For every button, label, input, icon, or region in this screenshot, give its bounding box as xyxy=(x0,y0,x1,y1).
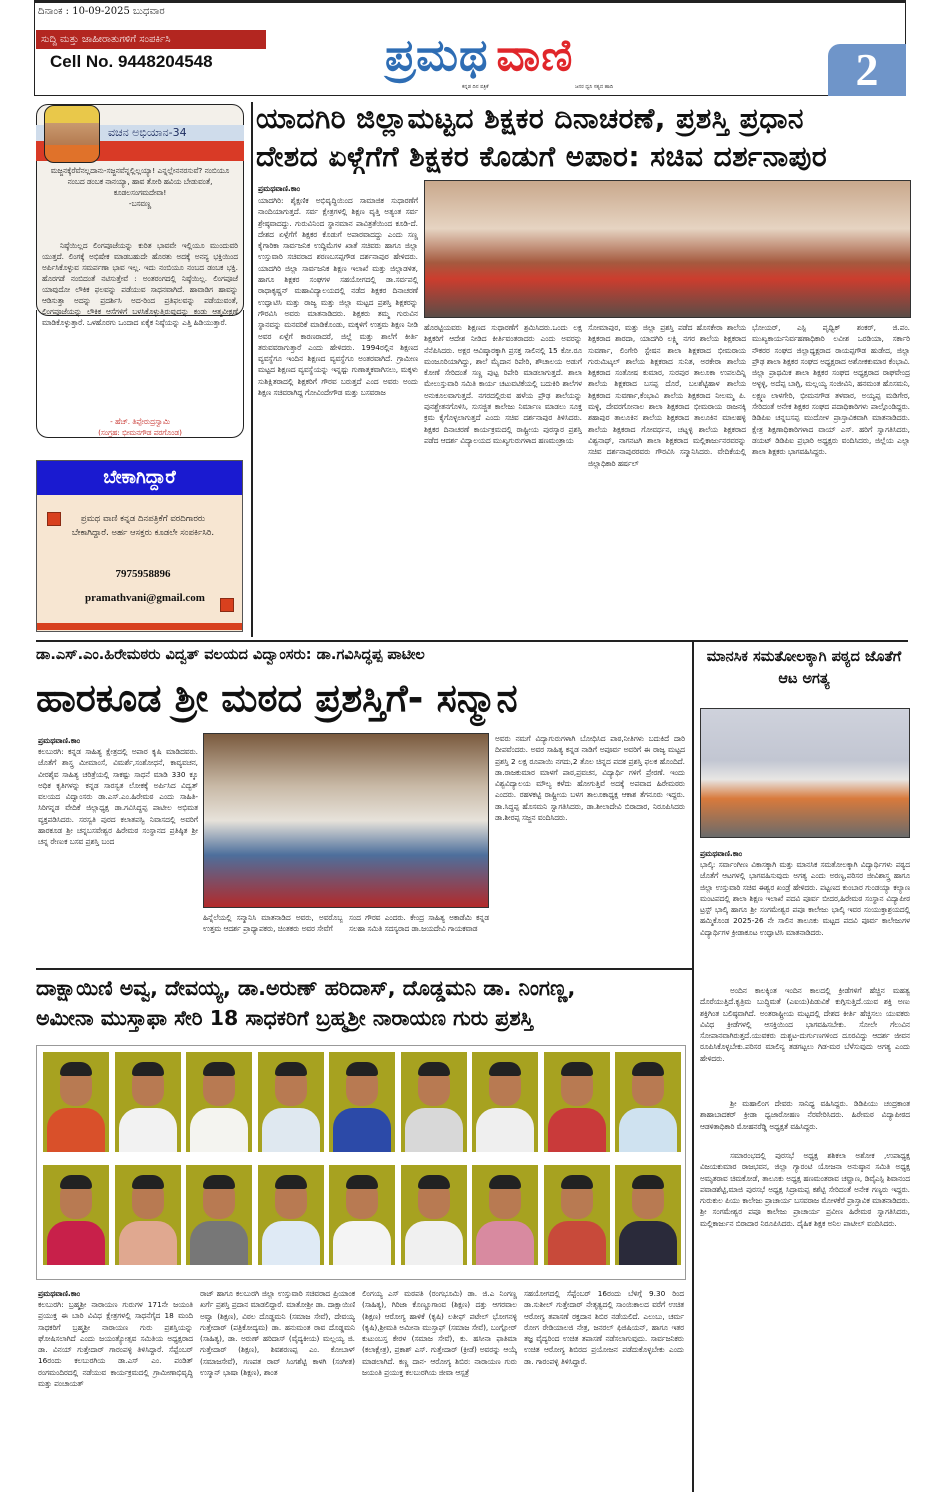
section-divider xyxy=(36,968,692,970)
section-divider xyxy=(36,640,908,642)
page-number: 2 xyxy=(828,44,906,96)
article4-column-2: ರಾಜ್ ಹಾಗೂ ಕಲಬುರಗಿ ಜಿಲ್ಲಾ ಉಸ್ತುವಾರಿ ಸಚಿವರಾದ ಪ್ರಿಯಾಂಕ ಖರ್ಗೆ ಪ್ರಶಸ್ತಿ ಪ್ರದಾನ ಮಾಡಲಿದ್ದಾರೆ. ಮಾತೋಶ್ರೀ ಡಾ. ದಾಕ್ಷಾಯಿಣಿ ಅವ್ವಾ (ಶಿಕ್ಷಣ), ವಿಠಲ ದೊಡ್ಡಮನಿ (ಸಮಾಜ ಸೇವೆ), ದೇವಯ್ಯ ಗುತ್ತೇದಾರ್ (ಪತ್ರಿಕೋದ್ಯಮ) ಡಾ. ಹನುಮಂತ ರಾವ ದೊಡ್ಡಮನಿ (ಸಾಹಿತ್ಯ), ಡಾ. ಅರುಣ್ ಹರಿದಾಸ್ (ವೈದ್ಯಕೀಯ) ಮಲ್ಲಯ್ಯ ಜಿ. ಗುತ್ತೇದಾರ್ (ಶಿಕ್ಷಣ), ಶಿವಶರಣಪ್ಪ ಎಂ. ಕೋಬಾಳ್ (ಸಮಾಜಸೇವೆ), ಗಣಪತ ರಾವ್ ಸಿಂಗಶೆಟ್ಟಿ ಕಾಳಗಿ (ಸಂಗೀತ) ಉಸ್ಮಾನ್ ಭಾಷಾ (ಶಿಕ್ಷಣ), ಶಾಂತ xyxy=(200,1289,355,1378)
awardee-portrait xyxy=(186,1052,252,1152)
wanted-ad-text: ಪ್ರಮಥ ವಾಣಿ ಕನ್ನಡ ದಿನಪತ್ರಿಕೆಗೆ ವರದಿಗಾರರು ಬೇಕಾಗಿದ್ದಾರೆ. ಅರ್ಹ ಆಸಕ್ತರು ಕೂಡಲೇ ಸಂಪರ್ಕಿಸಿರಿ. xyxy=(71,514,215,538)
logo-text-pramatha: ಪ್ರಮಥ xyxy=(385,30,489,81)
logo-text-vani: ವಾಣಿ xyxy=(496,30,574,81)
article1-column-1: ಯಾದಗಿರಿ: ಶೈಕ್ಷಣಿಕ ಅಭಿವೃದ್ಧಿಯಿಂದ ಸಾಮಾಜಿಕ ಸುಧಾರಣೆಗೆ ನಾಂದಿಯಾಗುತ್ತದೆ. ಸರ್ವ ಕ್ಷೇತ್ರಗಳಲ್ಲಿ ಶಿಕ್ಷಣ ವೃತ್ತಿ ಅತ್ಯಂತ ಸರ್ವ ಶ್ರೇಷ್ಠವಾದದ್ದು. ಗುರುವಿನಿಂದ ಸ್ಥಾನಮಾನ ಪಾವಿತ್ರತೆಯಿಂದ ಕೂಡಿ-ದೆ. ದೇಶದ ಏಳ್ಗೆಗೆಗೆ ಶಿಕ್ಷಕರ ಕೊಡುಗೆ ಅಪಾರವಾದದ್ದು ಎಂದು ಸಣ್ಣ ಕೈಗಾರಿಕಾ ಸಾರ್ವಜನಿಕ ಉದ್ದಿಮೆಗಳ ಖಾತೆ ಸಚಿವರು ಹಾಗೂ ಜಿಲ್ಲಾ ಉಸ್ತುವಾರಿ ಸಚಿವರಾದ ಶರಣಬಸಪ್ಪಗೌಡ ದರ್ಶನಾಪುರ ಹೇಳಿದರು. ಯಾದಗಿರಿ ಜಿಲ್ಲಾ ಸಾರ್ವಜನಿಕ ಶಿಕ್ಷಣ ಇಲಾಖೆ ಮತ್ತು ಜಿಲ್ಲಾಡಳಿತ, ಹಾಗೂ ಶಿಕ್ಷಕರ ಸಂಘಗಳ ಸಹಯೋಗದಲ್ಲಿ ಡಾ.ಸರ್ವಪಲ್ಲಿ ರಾಧಾಕೃಷ್ಣನ್ ಮಹಾವಿದ್ಯಾಲಯದಲ್ಲಿ ನಡೆದ ಶಿಕ್ಷಕರ ದಿನಾಚರಣೆ ಉದ್ಘಾಟಿಸಿ ಮತ್ತು ರಾಜ್ಯ ಮತ್ತು ಜಿಲ್ಲಾ ಮಟ್ಟದ ಪ್ರಶಸ್ತಿ ಶಿಕ್ಷಕರನ್ನು ಗೌರವಿಸಿ ಅವರು ಮಾತನಾಡಿದರು. ಶಿಕ್ಷಕರು ತಮ್ಮ ಗುರುವಿನ ಸ್ಥಾನವನ್ನು ಮನವರಿಕೆ ಮಾಡಿಕೊಂಡು, ಮಕ್ಕಳಿಗೆ ಉತ್ತಮ ಶಿಕ್ಷಣ ನೀಡಿ ಅವರ ಏಳ್ಗೆಗೆ ಕಾರಣರಾದರೆ, ಜಿಲ್ಲೆ ಮತ್ತು ಶಾಲೆಗೆ ಕೀರ್ತಿ ತರುವವರಾಗುತ್ತಾರೆ ಎಂದು ಹೇಳಿದರು. 1994ರಲ್ಲಿನ ಶಿಕ್ಷಣದ ವ್ಯವಸ್ಥೆಗೂ ಇಂದಿನ ಶಿಕ್ಷಣದ ವ್ಯವಸ್ಥೆಗೂ ಅಂತರವಾಗಿದೆ. ಗ್ರಾಮೀಣ ಮಟ್ಟದ ಶಿಕ್ಷಣದ ವ್ಯವಸ್ಥೆಯನ್ನು ಇನ್ನಷ್ಟು ಗುಣಾತ್ಮಕವಾಗಿಸಲು, ಮಕ್ಕಳು ಸುಶಿಕ್ಷಿತರಾದಲ್ಲಿ ಶಿಕ್ಷಕರಿಗೆ ಗೌರವ ಬರುತ್ತದೆ ಎಂದ ಅವರು ಅಂದು ಶಿಕ್ಷಣ ಸಚಿವರಾಗಿದ್ದ ಗೋವಿಂದೇಗೌಡ ಮತ್ತು ಬಸವರಾಜ xyxy=(258,196,418,398)
article2-column-4: ಅವರು ನಮಗೆ ವಿದ್ಯಾಗುರುಗಳಾಗಿ ಬೋಧಿಸಿದ ಪಾಠ,ನೀತಿಗಳು ಬದುಕಿದೆ ದಾರಿ ದೀಪವೆಂದರು. ಅವರ ಸಾಹಿತ್ಯ ಕನ್ನಡ ನಾಡಿಗೆ ಅಪೂರ್ವ ಅವರಿಗೆ ಈ ರಾಜ್ಯ ಮಟ್ಟದ ಪ್ರಶಸ್ತಿ 2 ಲಕ್ಷ ರೂಪಾಯಿ ನಗದು,2 ತೊಲ ಚಿನ್ನದ ಪದಕ ಪ್ರಶಸ್ತಿ ಫಲಕ ಹೊಂದಿದೆ. ಡಾ.ರಾಜಕುಮಾರ ಮಾಳಗೆ ಪಾಠ,ಪ್ರವಚನ, ವಿದ್ಯಾರ್ಥಿ ಗಳಿಗೆ ಪ್ರೇರಣೆ. ಇಂದು ವಿಶ್ವವಿದ್ಯಾಲಯ ಮೌಲ್ಯ ಕಳೆದು ಹೋಗುತ್ತಿವೆ ಅದಕ್ಕೆ ಅಪವಾದ ಹಿರೇಮಠರು ಎಂದರು. ರಹಳಕಟ್ಟಿ ರಾಷ್ಟ್ರೀಯ ಬಳಗ ತಾಲೂಕಾಧ್ಯಕ್ಷ ಆಕಾಶ ತೆಗನೂರು ಇದ್ದರು. ಡಾ.ಸಿದ್ಧಪ್ಪ ಹೊಸಮನಿ ಸ್ವಾಗತಿಸಿದರು, ಡಾ.ಶೀಲಾದೇವಿ ಬಿರಾದಾರ, ನಿರೂಪಿಸಿದರು ಡಾ.ಶೀರಪ್ಪ ಸಜ್ಜನ ವಂದಿಸಿದರು. xyxy=(495,734,685,823)
article3-headline[interactable]: ಮಾನಸಿಕ ಸಮತೋಲಕ್ಕಾಗಿ ಪಠ್ಯದ ಜೊತೆಗೆ ಆಟ ಅಗತ್ಯ xyxy=(706,649,902,687)
article1-byline: ಪ್ರಮಥವಾಣಿ.ಕಾಂ xyxy=(258,184,301,193)
ad-bullet-square-icon xyxy=(47,512,61,526)
vachana-compiler: (ಸಂಗ್ರಹ: ಭೀಮನಗೌಡ ಪರಗೊಂಡ) xyxy=(98,428,182,437)
ad-bullet-square-icon xyxy=(220,598,234,612)
article2-column-1: ಕಲಬುರಗಿ: ಕನ್ನಡ ಸಾಹಿತ್ಯ ಕ್ಷೇತ್ರದಲ್ಲಿ ಅಪಾರ ಕೃಷಿ ಮಾಡಿದವರು. ಜೊತೆಗೆ ಶಾಸ್ತ್ರ ಮೀಮಾಂಸೆ, ವಿಮರ್ಶೆ,ಸಂಶೋಧನೆ, ಕಾವ್ಯವಚನ, ವೀರಶೈವ ಸಾಹಿತ್ಯ ಚರಿತ್ರೆಯಲ್ಲಿ ಸಾಕಷ್ಟು ಸಾಧನೆ ಮಾಡಿ 330 ಕ್ಕೂ ಅಧಿಕ ಕೃತಿಗಳನ್ನು ಕನ್ನಡ ಸಾರಸ್ವತ ಲೋಕಕ್ಕೆ ಅರ್ಪಿಸಿದ ವಿದ್ವತ್ ವಲಯದ ವಿದ್ವಾಂಸರು ಡಾ.ಎಸ್.ಎಂ.ಹಿರೇಮಠ ಎಂದು ಸಾಹಿತಿ- ಸಿರಿಗನ್ನಡ ವೇದಿಕೆ ಜಿಲ್ಲಾಧ್ಯಕ್ಷ ಡಾ.ಗವಿಸಿದ್ಧಪ್ಪ ಪಾಟೀಲ ಅಭಿಮತ ವ್ಯಕ್ತಪಡಿಸಿದರು. ಸರಸ್ವತಿ ಪುರದ ಕಲಾತಪಸ್ವಿ ನಿವಾಸದಲ್ಲಿ ಅವರಿಗೆ ಹಾರಕೂಡ ಶ್ರೀ ಚನ್ನಬಸವೇಶ್ವರ ಹಿರೇಮಠ ಸಂಸ್ಥಾನದ ಪ್ರತಿಷ್ಠಿತ ಶ್ರೀ ಚನ್ನ ರೇಣುಕ ಬಸವ ಪ್ರಶಸ್ತಿ ಬಂದ xyxy=(38,747,198,847)
wanted-ad-phone[interactable]: 7975958896 xyxy=(115,568,171,580)
article2-photo-felicitation xyxy=(203,733,489,908)
vachana-title: ವಚನ ಅಭಿಯಾನ-34 xyxy=(108,126,187,139)
article2-headline[interactable]: ಹಾರಕೂಡ ಶ್ರೀ ಮಠದ ಪ್ರಶಸ್ತಿಗೆ- ಸನ್ಮಾನ xyxy=(36,676,518,720)
awardee-portrait xyxy=(472,1165,538,1265)
newspaper-logo[interactable] xyxy=(385,28,573,84)
awardee-portrait xyxy=(258,1165,324,1265)
awardee-portrait xyxy=(43,1052,109,1152)
article2-byline: ಪ್ರಮಥವಾಣಿ.ಕಾಂ xyxy=(38,736,81,745)
wanted-ad-heading: ಬೇಕಾಗಿದ್ದಾರೆ xyxy=(37,461,242,495)
article1-column-2: ಹೊರಟ್ಟಿಯವರು ಶಿಕ್ಷಣದ ಸುಧಾರಣೆಗೆ ಶ್ರಮಿಸಿದರು.ಒಂದು ಲಕ್ಷ ಶಿಕ್ಷಕರಿಗೆ ಆದೇಶ ನೀಡಿದ ಕೀರ್ತಿವಂತರಾದರು ಎಂದು ಅವರನ್ನು ನೆನೆಪಿಸಿದರು. ಅಕ್ಷರ ಆವಿಷ್ಕಾರಕ್ಕಾಗಿ ಪ್ರಸಕ್ತ ಸಾಲಿನಲ್ಲಿ 15 ಕೋ.ರೂ ಮಂಜೂರಿಯಾಗಿದ್ದು, ಶಾಲೆ ಮೈದಾನ ರಿಪೇರಿ, ಶೌಚಾಲಯ ಅಡುಗೆ ಕೋಣೆ ಸೇರಿದಂತೆ ಸಣ್ಣ ಪುಟ್ಟ ರಿಪೇರಿ ಮಾಡಲಾಗುತ್ತದೆ. ಶಾಲಾ ಮೇಲುಸ್ತುವಾರಿ ಸಮಿತಿ ಕಾರ್ಯ ಚಟುವಟಿಕೆಯಲ್ಲಿ ಬದುಕಿರಿ ಶಾಲೆಗಳ ಅನುಕೂಲವಾಗುತ್ತದೆ. ನಗರದಲ್ಲಿರುವ ಹಳೆಯ ಪ್ರೌಢ ಶಾಲೆಯನ್ನು ಪುನಶ್ಚೇತನಗೊಳಿಸಿ, ಸುಸಜ್ಜಿತ ಕಾಲೇಜು ನಿರ್ಮಾಣ ಮಾಡಲು ಸೂಕ್ತ ಕ್ರಮ ಕೈಗೊಳ್ಳಲಾಗುತ್ತದೆ ಎಂದು ಸಚಿವ ದರ್ಶನಾಪುರ ತಿಳಿಸಿದರು. ಶಿಕ್ಷಕರ ದಿನಾಚರಣೆ ಕಾರ್ಯಕ್ರಮದಲ್ಲಿ ರಾಷ್ಟ್ರೀಯ ಪುರಸ್ಕಾರ ಪ್ರಶಸ್ತಿ ಪಡೆದ ಆದರ್ಶ ವಿದ್ಯಾಲಯದ ಮುಖ್ಯಗುರುಗಳಾದ ಹಣಮಂತ್ರಾಯ xyxy=(424,323,582,445)
column-divider xyxy=(692,642,694,1492)
logo-tagline-right: ಜನರ ಧ್ವನಿ ಸತ್ಯದ ಹಾದಿ xyxy=(575,84,614,90)
article4-column-1: ಕಲಬುರಗಿ: ಬ್ರಹ್ಮಶ್ರೀ ನಾರಾಯಣ ಗುರುಗಳ 171ನೇ ಜಯಂತಿ ಪ್ರಯುಕ್ತ ಈ ಬಾರಿ ವಿವಿಧ ಕ್ಷೇತ್ರಗಳಲ್ಲಿ ಸಾಧನೆಗೈದ 18 ಮಂದಿ ಸಾಧಕರಿಗೆ ಬ್ರಹ್ಮಶ್ರೀ ನಾರಾಯಣ ಗುರು ಪ್ರಶಸ್ತಿಯನ್ನು ಘೋಷಿಸಲಾಗಿದೆ ಎಂದು ಜಯಂತ್ಯೋತ್ಸವ ಸಮಿತಿಯ ಅಧ್ಯಕ್ಷರಾದ ಡಾ. ವಿನಯ್ ಗುತ್ತೇದಾರ್ ಗಾರಂಪಳ್ಳಿ ತಿಳಿಸಿದ್ದಾರೆ. ಸೆಪ್ಟೆಂಬರ್ 16ರಂದು ಕಲಬುರಗಿಯ ಡಾ.ಎಸ್ ಎಂ. ಪಂಡಿತ್ ರಂಗಮಂದಿರದಲ್ಲಿ ನಡೆಯುವ ಕಾರ್ಯಕ್ರಮದಲ್ಲಿ ಗ್ರಾಮೀಣಾಭಿವೃದ್ಧಿ ಮತ್ತು ಪಂಚಾಯತ್ xyxy=(38,1300,193,1389)
article4-headline-line1: ದಾಕ್ಷಾಯಿಣಿ ಅವ್ವ, ದೇವಯ್ಯ, ಡಾ.ಅರುಣ್ ಹರಿದಾಸ್, ದೊಡ್ಡಮನಿ ಡಾ. ನಿಂಗಣ್ಣ, xyxy=(36,976,576,1000)
awardee-portrait xyxy=(615,1165,681,1265)
awardee-portrait xyxy=(615,1052,681,1152)
contact-phone: Cell No. 9448204548 xyxy=(50,52,213,71)
vachana-author: - ಹೆಚ್. ತಿಪ್ಪೇರುದ್ರಸ್ವಾಮಿ xyxy=(110,417,170,426)
article4-headline-line2: ಅಮೀನಾ ಮುಸ್ತಾಫಾ ಸೇರಿ 18 ಸಾಧಕರಿಗೆ ಬ್ರಹ್ಮಶ್ರೀ ನಾರಾಯಣ ಗುರು ಪ್ರಶಸ್ತಿ xyxy=(36,1006,534,1030)
awardee-portrait xyxy=(258,1052,324,1152)
article3-body-1: ಭಾಲ್ಕಿ: ಸರ್ವಾಂಗೀಣ ವಿಕಾಸಕ್ಕಾಗಿ ಮತ್ತು ಮಾನಸಿಕ ಸಮತೋಲಕ್ಕಾಗಿ ವಿದ್ಯಾರ್ಥಿಗಳು ಪಠ್ಯದ ಜೊತೆಗೆ ಆಟಗಳಲ್ಲಿ ಭಾಗವಹಿಸುವುದು ಅಗತ್ಯ ಎಂದು ಅರಣ್ಯ,ಪರಿಸರ ಜೀವಿಶಾಸ್ತ್ರ ಹಾಗೂ ಜಿಲ್ಲಾ ಉಸ್ತುವಾರಿ ಸಚಿವ ಈಶ್ವರ ಖಂಡ್ರೆ ಹೇಳಿದರು. ಪಟ್ಟಣದ ಕುಂಬಾರ ಗುಂಡಯ್ಯಾ ಕಲ್ಯಾಣ ಮಂಟಪದಲ್ಲಿ ಶಾಲಾ ಶಿಕ್ಷಣ ಇಲಾಖೆ ಪದವಿ ಪೂರ್ವ ಬೀದರ,ಹಿರೇಮಠ ಸಂಸ್ಥಾನ ವಿದ್ಯಾಪೀಠ ಟ್ರಸ್ಟ್ ಭಾಲ್ಕಿ ಹಾಗೂ ಶ್ರೀ ಸಂಗಮೇಶ್ವರ ಪಪೂ ಕಾಲೇಜು ಭಾಲ್ಕಿ ಇವರ ಸಂಯುಕ್ತಾಶ್ರಯದಲ್ಲಿ ಹಮ್ಮಿಕೊಂಡ 2025-26 ನೇ ಸಾಲಿನ ತಾಲೂಕು ಮಟ್ಟದ ಪದವಿ ಪೂರ್ವ ಕಾಲೇಜುಗಳ ವಿದ್ಯಾರ್ಥಿಗಳ ಕ್ರೀಡಾಕೂಟ ಉದ್ಘಾಟಿಸಿ ಮಾತನಾಡಿದರು. xyxy=(700,860,910,937)
vachana-box-lower xyxy=(36,310,244,438)
article4-column-4: ಸಹಯೋಗದಲ್ಲಿ ಸೆಪ್ಟೆಂಬರ್ 16ರಂದು ಬೆಳಿಗ್ಗೆ 9.30 ರಿಂದ ಡಾ.ಸುಶೀಲ್ ಗುತ್ತೇದಾರ್ ನೇತೃತ್ವದಲ್ಲಿ ಸಾಂಯಿಕಾಲದ ವರೆಗೆ ಉಚಿತ ಆರೋಗ್ಯ ತಪಾಸಣೆ ರಕ್ತದಾನ ಶಿಬಿರ ನಡೆಯಲಿದೆ. ಎಲುಬು, ಚರ್ಮ ರೋಗ ರೇಡಿಯಾಲಜಿ ನೇತ್ರ, ಜನರಲ್ ಫಿಜಿಷಿಯನ್, ಹಾಗೂ ಇತರ ತಜ್ಞ ವೈದ್ಯರಿಂದ ಉಚಿತ ತಪಾಸಣೆ ನಡೆಸಲಾಗುವುದು. ಸಾರ್ವಜನಿಕರು ಉಚಿತ ಆರೋಗ್ಯ ಶಿಬಿರದ ಪ್ರಯೋಜನ ಪಡೆದುಕೊಳ್ಳಬೇಕು ಎಂದು ಡಾ. ಗಾರಂಪಳ್ಳಿ ತಿಳಿಸಿದ್ದಾರೆ. xyxy=(524,1289,684,1366)
contact-banner: ಸುದ್ದಿ ಮತ್ತು ಜಾಹೀರಾತುಗಳಿಗೆ ಸಂಪರ್ಕಿಸಿ xyxy=(36,30,266,49)
awardee-portrait xyxy=(329,1165,395,1265)
article3-body-2: ಅಂದಿನ ಕಾಲಕ್ಕಿಂತ ಇಂದಿನ ಕಾಲದಲ್ಲಿ ಕ್ರೀಡೆಗಳಿಗೆ ಹೆಚ್ಚಿನ ಮಹತ್ವ ದೊರೆಯುತ್ತಿದೆ.ಕೃತ್ರಿಮ ಬುದ್ಧಿಮತೆ (ಎಐಯ)ಪಿಡುವಿಕೆ ಕುಗ್ಗಿಸುತ್ತಿದೆ.ಯುವ ಶಕ್ತಿ ಅಣು ಶಕ್ತಿಗಿಂತ ಬಲಿಷ್ಠವಾಗಿದೆ. ಅಂತರಾಷ್ಟ್ರೀಯ ಮಟ್ಟದಲ್ಲಿ ದೇಶದ ಕೀರ್ತಿ ಹೆಚ್ಚಿಸಲು ಯುವಕರು ವಿವಿಧ ಕ್ರೀಡೆಗಳಲ್ಲಿ ಆಸಕ್ತಿಯಿಂದ ಭಾಗವಹಿಸಬೇಕು. ಸೋಲೇ ಗೆಲುವಿನ ಸೋಪಾನವಾಗಿರುತ್ತದೆ.ಯುವಕರು ದುಶ್ಚಟ-ದುರ್ಗುಣಗಳಿಂದ ದೂರವಿದ್ದು ಆದರ್ಶ ಜೀವನ ರೂಪಿಸಿಕೊಳ್ಳಬೇಕು.ಪರಿಸರ ಮಾಲಿನ್ಯ ತಡಗಟ್ಟಲು ಗಿಡ-ಮರ ಬೆಳೆಸುವುದು ಅಗತ್ಯ ಎಂದು ಹೇಳಿದರು. xyxy=(700,986,910,1063)
vachana-quote-text: ಮಜ್ಜನಕ್ಕೆರೆವೆನಲ್ಲದಾನು-ಸಜ್ಜನವೆನ್ನಲ್ಲಿಲ್ಲಯ್ಯಾ! ಎನ್ನಲ್ಲೇನನರಸುವೆ? ನಂಬಿಯೂ ನಂಬದ ಡಂಬಕ ನಾನಯ್ಯಾ, ಹಾವ ತೋರಿ ಹವಿಯ ಬೇಡುವಂತೆ, ಕೂಡಲಸಂಗಮದೇವಾ! xyxy=(50,166,230,197)
wanted-ad-bottom-bar xyxy=(37,623,242,630)
article2-column-3: ಸಂದ ಗೌರವ ಎಂದರು. ಕೇಂದ್ರ ಸಾಹಿತ್ಯ ಅಕಾಡೆಮಿ ಕನ್ನಡ ಸಲಹಾ ಸಮಿತಿ ಸದಸ್ಯರಾದ ಡಾ.ಜಯದೇವಿ ಗಾಯಕವಾಡ xyxy=(349,913,489,934)
article3-byline: ಪ್ರಮಥವಾಣಿ.ಕಾಂ xyxy=(700,849,743,858)
logo-tagline-left: ಕನ್ನಡ ದಿನ ಪತ್ರಿಕೆ xyxy=(462,84,489,90)
article2-kicker: ಡಾ.ಎಸ್.ಎಂ.ಹಿರೇಮಠರು ವಿದ್ವತ್ ವಲಯದ ವಿದ್ವಾಂಸರು: ಡಾ.ಗವಿಸಿದ್ಧಪ್ಪ ಪಾಟೀಲ xyxy=(36,647,425,663)
article4-column-3: ಲಿಂಗಯ್ಯ ಎಸ್ ಮಠಪತಿ (ರಂಗಭೂಮಿ) ಡಾ. ಜಿ.ಎ ನಿಂಗಣ್ಣ (ಸಾಹಿತ್ಯ), ಗಿರಿಜಾ ಕೊಣ್ಣೂಗಾಂವ (ಶಿಕ್ಷಣ) ದತ್ತು ಆಗರವಾಲ (ಶಿಕ್ಷಣ) ಆರೋಗ್ಯ ಹಾಳಿಕೆ (ಕೃಷಿ) ಲತೀಫ್ ಪಟೇಲ್ ಭೋಗನಳ್ಳಿ (ಕೃಷಿ),ಶ್ರೀಮತಿ ಅಮೀನಾ ಮುಸ್ತಾಫ್ (ಸಮಾಜ ಸೇವೆ), ಬಂಗ್ಲೋರ್ ಕುಟುಂಬಸ್ತ ಕೇರಳ (ಸಮಾಜ ಸೇವೆ), ಕು. ಹಸೀನಾ ಫಾತಿಮಾ (ಕಲಾಕ್ಷೇತ್ರ), ಪ್ರಕಾಶ್ ಎಸ್. ಗುತ್ತೇದಾರ್ (ಕ್ರೀಡೆ) ಅವರನ್ನು ಆಯ್ಕೆ ಮಾಡಲಾಗಿದೆ. ಕಣ್ಣ ದಾನ- ಆರೋಗ್ಯ ಶಿಬಿರ: ನಾರಾಯಣ ಗುರು ಜಯಂತಿ ಪ್ರಯುಕ್ತ ಕಲಬುರಗಿಯ ಜೀವಾ ಆಸ್ಪತ್ರೆ xyxy=(362,1289,517,1378)
article1-photo-minister-speaking xyxy=(424,180,911,318)
awardee-portrait xyxy=(43,1165,109,1265)
article3-body-3: ಶ್ರೀ ಮಹಾಲಿಂಗ ದೇವರು ಸಾನಿಧ್ಯ ವಹಿಸಿದ್ದರು. ಡಿಡಿಪಿಯು ಚಂದ್ರಕಾಂತ ಶಾಹಾಬಾದಕರ್ ಕ್ರೀಡಾ ಧ್ವಜಾರೋಹಣ ನೆರವೇರಿಸಿದರು. ಹಿರೇಮಠ ವಿದ್ಯಾಪೀಠದ ಆಡಳಿತಾಧಿಕಾರಿ ಮೋಹನರೆಡ್ಡಿ ಅಧ್ಯಕ್ಷತೆ ವಹಿಸಿದ್ದರು. xyxy=(700,1099,910,1131)
article1-headline-line2: ದೇಶದ ಏಳ್ಗೆಗೆಗೆ ಶಿಕ್ಷಕರ ಕೊಡುಗೆ ಅಪಾರ: ಸಚಿವ ದರ್ಶನಾಪುರ xyxy=(256,140,828,173)
wanted-ad-email[interactable]: pramathvani@gmail.com xyxy=(85,592,205,604)
awardee-portrait xyxy=(472,1052,538,1152)
article1-column-4: ಭೋಯರ್, ಎಸ್ಪಿ ಪೃಥ್ವಿಕ್ ಶಂಕರ್, ಜಿ.ಪಂ. ಮುಖ್ಯಕಾರ್ಯನಿರ್ವಹಣಾಧಿಕಾರಿ ಲವೀಶ ಒರಡಿಯಾ, ಸರ್ಕಾರಿ ನೌಕರರ ಸಂಘದ ಜಿಲ್ಲಾಧ್ಯಕ್ಷರಾದ ರಾಯಪ್ಪಗೌಡ ಹುಡೇದ, ಜಿಲ್ಲಾ ಪ್ರೌಢ ಶಾಲಾ ಶಿಕ್ಷಕರ ಸಂಘದ ಅಧ್ಯಕ್ಷರಾದ ಅಶೋಕಕುಮಾರ ಕೆಂಭಾವಿ. ಜಿಲ್ಲಾ ಪ್ರಾಥಮಿಕ ಶಾಲಾ ಶಿಕ್ಷಕರ ಸಂಘದ ಅಧ್ಯಕ್ಷರಾದ ರಾಘವೇಂದ್ರ ಅಳ್ಳಳ್ಳಿ, ಅದೆಪ್ಪ ಬಾಗ್ಲಿ, ಮಲ್ಲಯ್ಯ ಸಂಜೀವಿನಿ, ಹನಮಂತ ಹೊಸಮನಿ, ಲಕ್ಷ್ಮಣ ಲಾಳಗೇರಿ, ಭೀಮನಗೌಡ ತಳವಾರ, ಅಯ್ಯಪ್ಪ ಮಡಿಗೇರ, ಸೇರಿದಂತೆ ಅನೇಕ ಶಿಕ್ಷಕರ ಸಂಘದ ಪದಾಧಿಕಾರಿಗಳು ಪಾಲ್ಗೊಂಡಿದ್ದರು. ಡಿಡಿಪಿಐ ಚನ್ನಬಸಪ್ಪ ಮುದೋಳ ಪ್ರಾಸ್ತಾವಿಕವಾಗಿ ಮಾತನಾಡಿದರು. ಕ್ಷೇತ್ರ ಶಿಕ್ಷಣಾಧಿಕಾರಿಗಳಾದ ವಾಯ್ ಎಸ್. ಹರಿಗೆ ಸ್ವಾಗತಿಸಿದರು, ಡಯಟ್ ಡಿಡಿಪಿಐ ಪ್ರಭಾರಿ ಅಧ್ಯಕ್ಷರು ವಂದಿಸಿದರು, ಜಿಲ್ಲೆಯ ಎಲ್ಲಾ ಶಾಲಾ ಶಿಕ್ಷಕರು ಭಾಗವಹಿಸಿದ್ದರು. xyxy=(752,323,910,457)
article3-body-4: ಸಮಾರಂಭದಲ್ಲಿ ಪುರಸಭೆ ಅಧ್ಯಕ್ಷ ಶಶಿಕಲಾ ಅಶೋಕ ,ಉಪಾಧ್ಯಕ್ಷ ವಿಜಯಕುಮಾರ ರಾಜಭವನ, ಜಿಲ್ಲಾ ಗ್ಯಾರಂಟಿ ಯೋಜನಾ ಅನುಷ್ಠಾನ ಸಮಿತಿ ಅಧ್ಯಕ್ಷ ಅಮೃತರಾವ ಚಿಮಕೋಡೆ, ತಾಲೂಕು ಅಧ್ಯಕ್ಷ ಹಣಮಂತರಾವ ಚವ್ಹಾಣ, ಡಿವೈಎಸ್ಪಿ ಶಿವಾನಂದ ಪವಾಡಶೆಟ್ಟಿ,ಮಾಜಿ ಪುರಸಭೆ ಅಧ್ಯಕ್ಷ ಸಿದ್ರಾಮಪ್ಪ ಕಶೆಟ್ಟಿ ಸೇರಿದಂತೆ ಅನೇಕ ಗಣ್ಯರು ಇದ್ದರು. ಗುರುಕುಲ ಪಿಯು ಕಾಲೇಜು ಪ್ರಾಚಾರ್ಯ ಬಸವರಾಜ ಮೋಳಕೆರೆ ಪ್ರಾಸ್ತಾವಿಕ ಮಾತನಾಡಿದರು. ಶ್ರೀ ಸಂಗಮೇಶ್ವರ ಪಪೂ ಕಾಲೇಜು ಪ್ರಾಚಾರ್ಯ ಪ್ರವೀಣ ಹಿರೇಮಠ ಸ್ವಾಗತಿಸಿದರು, ಮಲ್ಲಿಕಾರ್ಜುನ ಬಿರಾದಾರ ನಿರೂಪಿಸಿದರು. ದೈಹಿಕ ಶಿಕ್ಷಕ ಅನಿಲ ಪಾಟೀಲ್ ವಂದಿಸಿದರು. xyxy=(700,1151,910,1228)
column-divider xyxy=(251,102,253,637)
article1-headline-line1: ಯಾದಗಿರಿ ಜಿಲ್ಲಾಮಟ್ಟದ ಶಿಕ್ಷಕರ ದಿನಾಚರಣೆ, ಪ್ರಶಸ್ತಿ ಪ್ರಧಾನ xyxy=(256,102,804,135)
article1-column-3: ಸೋಮಾಪುರ, ಮತ್ತು ಜಿಲ್ಲಾ ಪ್ರಶಸ್ತಿ ಪಡೆದ ಹೊಸಕೇರಾ ಶಾಲೆಯ ಶಿಕ್ಷಕರಾದ ಶಾರದಾ, ಯಾದಗಿರಿ ಲಕ್ಷ್ಮಿ ನಗರ ಶಾಲೆಯ ಶಿಕ್ಷಕರಾದ ಸುವರ್ಣಾ, ಲಿಂಗೇರಿ ಸ್ಟೇಷನ ಶಾಲಾ ಶಿಕ್ಷಕರಾದ ಭೀಮರಾಯ ಗುರುಮಿಟ್ಕಲ್ ಶಾಲೆಯ ಶಿಕ್ಷಕರಾದ ಸುನಿತ, ಅರಕೇರಾ ಶಾಲೆಯ ಶಿಕ್ಷಕರಾದ ಸಂತೋಷ ಕುಮಾರ, ಸುರಪುರ ತಾಲೂಕಾ ಉಪಲದಿನ್ನಿ ಶಾಲೆಯ ಶಿಕ್ಷಕರಾದ ಬಸಪ್ಪ ದೊರೆ, ಬಲಶೆಟ್ಟಿಹಾಳ ಶಾಲೆಯ ಶಿಕ್ಷಕರಾದ ಸುವರ್ಣಾ,ಕೆಂಭಾವಿ ಶಾಲೆಯ ಶಿಕ್ಷಕರಾದ ನೀಲಮ್ಮ ಪಿ. ಮಳ್ಳಿ, ದೇವರಗೋನಾಲ ಶಾಲಾ ಶಿಕ್ಷಕರಾದ ಭೀಮರಾಯ ರಾಜನಕ್ಕಿ ಶಹಾಪುರ ತಾಲೂಕಿನ ಶಾಲೆಯ ಶಿಕ್ಷಕರಾದ ತಾಲೂಕಿನ ಮಾಲಹಳ್ಳಿ ಶಾಲೆಯ ಶಿಕ್ಷಕರಾದ ಗೋವರ್ಧನ, ಚಟ್ನಳ್ಳಿ ಶಾಲೆಯ ಶಿಕ್ಷಕರಾದ ವಿಶ್ವನಾಥ್, ನಾಗನಟಗಿ ಶಾಲಾ ಶಿಕ್ಷಕರಾದ ಮಲ್ಲಿಕಾರ್ಜುನರವರನ್ನು ಸಚಿವ ದರ್ಶನಾಪುರರವರು ಗೌರವಿಸಿ ಸನ್ಮಾನಿಸಿದರು. ವೇದಿಕೆಯಲ್ಲಿ ಜಿಲ್ಲಾಧಿಕಾರಿ ಹರ್ಷಲ್ xyxy=(588,323,746,468)
issue-date: ದಿನಾಂಕ : 10-09-2025 ಬುಧವಾರ xyxy=(38,6,165,17)
basavanna-portrait-image xyxy=(44,105,100,163)
awardee-portrait xyxy=(115,1165,181,1265)
awardee-portrait xyxy=(401,1052,467,1152)
article1-headline[interactable] xyxy=(256,100,906,176)
awardee-portrait xyxy=(401,1165,467,1265)
article4-headline[interactable] xyxy=(36,973,696,1033)
awardee-portrait xyxy=(329,1052,395,1152)
awardee-portrait xyxy=(544,1165,610,1265)
awardee-portrait xyxy=(186,1165,252,1265)
awardee-portrait-grid xyxy=(36,1045,686,1280)
vachana-quote xyxy=(42,165,238,209)
article4-byline: ಪ್ರಮಥವಾಣಿ.ಕಾಂ xyxy=(38,1289,81,1298)
article3-photo-lamp-lighting xyxy=(700,708,910,838)
awardee-portrait xyxy=(544,1052,610,1152)
vachana-commentary: ನಿಷ್ಠೆಯಿಲ್ಲದ ಲಿಂಗಪೂಜೆಯನ್ನು ಕುರಿತ ಭಾವವೇ ಇಲ್ಲಿಯೂ ಮುಂದುವರಿ ಯುತ್ತದೆ. ಲಿಂಗಕ್ಕೆ ಅಭಿಷೇಕ ಮಾಡಬಹುದೇ ಹೊರತು ಅದಕ್ಕೆ ಅನನ್ಯ ಭಕ್ತಿಯಿಂದ ಅರ್ಪಿಸಿಕೊಳ್ಳುವ ಸಮರ್ಪಣಾ ಭಾವ ಇಲ್ಲ. ಇದು ನಂಬಿಯೂ ನಂಬದ ಡಂಬಕ ಭಕ್ತಿ. ಹೊರಗಡೆ ನಂಬಿದಂತೆ ನಟಿಸುತ್ತೇವೆ : ಅಂತರಂಗದಲ್ಲಿ ನಿಷ್ಠೆಯಿಲ್ಲ. ಲಿಂಗಪೂಜೆ ಯಾವುದೋ ಲೌಕಿಕ ಫಲವನ್ನು ಪಡೆಯುವ ಸಾಧನವಾಗಿದೆ. ಹಾವಾಡಿಗ ಹಾವನ್ನು ಆಡಿಸುತ್ತಾ ಅದನ್ನು ಪ್ರದರ್ಶಿಸಿ ಅದ-ರಿಂದ ಪ್ರತಿಫಲವನ್ನು ಪಡೆಯುವಂತೆ, ಲಿಂಗಪೂಜೆಯನ್ನು ಲೌಕಿಕ ಆಸೆಗಳಿಗೆ ಬಳಸಿಕೊಳ್ಳುತ್ತಿರುವುದನ್ನು ಕಂಡು ಆತ್ಮವೀಕ್ಷಣೆ ಮಾಡಿಕೊಳ್ಳುತ್ತಾರೆ. ಒಳಹೊರಗು ಒಂದಾದ ಏಕೈಕ ನಿಷ್ಠೆಯನ್ನು ಎತ್ತಿ ಹಿಡಿಯುತ್ತಾರೆ. xyxy=(42,241,238,327)
article2-column-2: ಹಿನ್ನೆಲೆಯಲ್ಲಿ ಸನ್ಮಾನಿಸಿ ಮಾತನಾಡಿದ ಅವರು, ಅವರೊಬ್ಬ ಉತ್ತಮ ಆದರ್ಶ ಪ್ರಾಧ್ಯಾಪಕರು, ಚಿಂತಕರು ಅವರ ಸೇವೆಗೆ xyxy=(203,913,343,934)
awardee-portrait xyxy=(115,1052,181,1152)
vachana-quote-author: -ಬಸವಣ್ಣ xyxy=(128,199,152,208)
